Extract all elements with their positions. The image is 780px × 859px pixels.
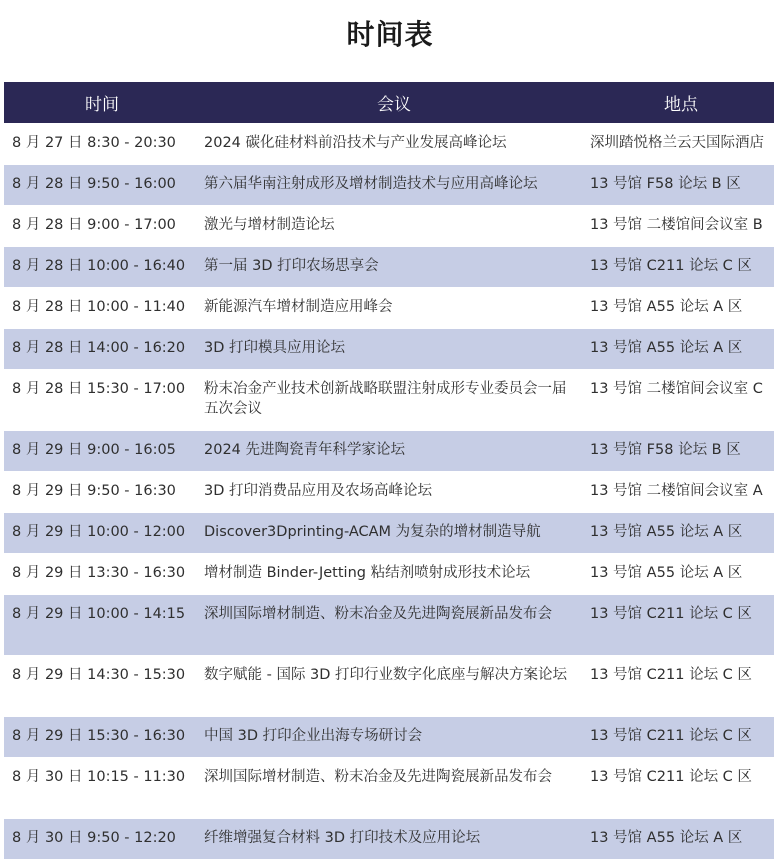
cell-time: 8 月 29 日 13:30 - 16:30 [4,554,200,595]
cell-meeting: Discover3Dprinting-ACAM 为复杂的增材制造导航 [200,513,588,554]
cell-venue: 13 号馆 C211 论坛 C 区 [588,247,774,288]
cell-venue: 13 号馆 A55 论坛 A 区 [588,513,774,554]
cell-time: 8 月 27 日 8:30 - 20:30 [4,124,200,165]
table-row [4,554,774,595]
table-row [4,329,774,370]
cell-venue: 13 号馆 F58 论坛 B 区 [588,165,774,206]
cell-venue: 13 号馆 A55 论坛 A 区 [588,554,774,595]
cell-meeting: 激光与增材制造论坛 [200,206,588,247]
cell-meeting: 粉末冶金产业技术创新战略联盟注射成形专业委员会一届五次会议 [200,370,588,431]
cell-time: 8 月 28 日 9:00 - 17:00 [4,206,200,247]
cell-time: 8 月 29 日 10:00 - 14:15 [4,595,200,656]
cell-meeting: 数字赋能 - 国际 3D 打印行业数字化底座与解决方案论坛 [200,656,588,717]
table-row [4,595,774,656]
cell-meeting: 增材制造 Binder-Jetting 粘结剂喷射成形技术论坛 [200,554,588,595]
cell-venue: 13 号馆 二楼馆间会议室 B [588,206,774,247]
cell-time: 8 月 29 日 10:00 - 12:00 [4,513,200,554]
cell-meeting: 3D 打印消费品应用及农场高峰论坛 [200,472,588,513]
cell-meeting: 中国 3D 打印企业出海专场研讨会 [200,717,588,758]
table-row [4,717,774,758]
table-row [4,819,774,859]
cell-time: 8 月 28 日 9:50 - 16:00 [4,165,200,206]
cell-meeting: 深圳国际增材制造、粉末冶金及先进陶瓷展新品发布会 [200,595,588,656]
cell-time: 8 月 28 日 14:00 - 16:20 [4,329,200,370]
cell-time: 8 月 29 日 14:30 - 15:30 [4,656,200,717]
table-row [4,165,774,206]
cell-meeting: 纤维增强复合材料 3D 打印技术及应用论坛 [200,819,588,859]
cell-time: 8 月 30 日 10:15 - 11:30 [4,758,200,819]
page-title: 时间表 [0,13,780,53]
cell-meeting: 新能源汽车增材制造应用峰会 [200,288,588,329]
table-header-row [4,82,774,124]
cell-venue: 13 号馆 A55 论坛 A 区 [588,329,774,370]
cell-meeting: 第一届 3D 打印农场思享会 [200,247,588,288]
cell-time: 8 月 30 日 9:50 - 12:20 [4,819,200,859]
table-row [4,247,774,288]
table-row [4,656,774,717]
cell-venue: 13 号馆 C211 论坛 C 区 [588,656,774,717]
table-row [4,513,774,554]
schedule-table [4,82,774,859]
table-row [4,124,774,165]
table-row [4,472,774,513]
cell-venue: 13 号馆 C211 论坛 C 区 [588,595,774,656]
cell-venue: 13 号馆 二楼馆间会议室 C [588,370,774,431]
cell-venue: 13 号馆 C211 论坛 C 区 [588,717,774,758]
cell-meeting: 2024 先进陶瓷青年科学家论坛 [200,431,588,472]
cell-venue: 深圳踏悦格兰云天国际酒店 [588,124,774,165]
cell-venue: 13 号馆 A55 论坛 A 区 [588,288,774,329]
cell-time: 8 月 29 日 9:50 - 16:30 [4,472,200,513]
header-time: 时间 [4,82,200,124]
cell-time: 8 月 28 日 10:00 - 16:40 [4,247,200,288]
cell-time: 8 月 28 日 15:30 - 17:00 [4,370,200,431]
header-venue: 地点 [588,82,774,124]
cell-meeting: 第六届华南注射成形及增材制造技术与应用高峰论坛 [200,165,588,206]
table-row [4,758,774,819]
cell-time: 8 月 29 日 9:00 - 16:05 [4,431,200,472]
table-row [4,431,774,472]
header-meeting: 会议 [200,82,588,124]
cell-time: 8 月 29 日 15:30 - 16:30 [4,717,200,758]
cell-meeting: 深圳国际增材制造、粉末冶金及先进陶瓷展新品发布会 [200,758,588,819]
cell-venue: 13 号馆 F58 论坛 B 区 [588,431,774,472]
cell-time: 8 月 28 日 10:00 - 11:40 [4,288,200,329]
cell-venue: 13 号馆 C211 论坛 C 区 [588,758,774,819]
cell-venue: 13 号馆 A55 论坛 A 区 [588,819,774,859]
table-row [4,206,774,247]
cell-meeting: 3D 打印模具应用论坛 [200,329,588,370]
cell-meeting: 2024 碳化硅材料前沿技术与产业发展高峰论坛 [200,124,588,165]
table-row [4,288,774,329]
cell-venue: 13 号馆 二楼馆间会议室 A [588,472,774,513]
table-row [4,370,774,431]
